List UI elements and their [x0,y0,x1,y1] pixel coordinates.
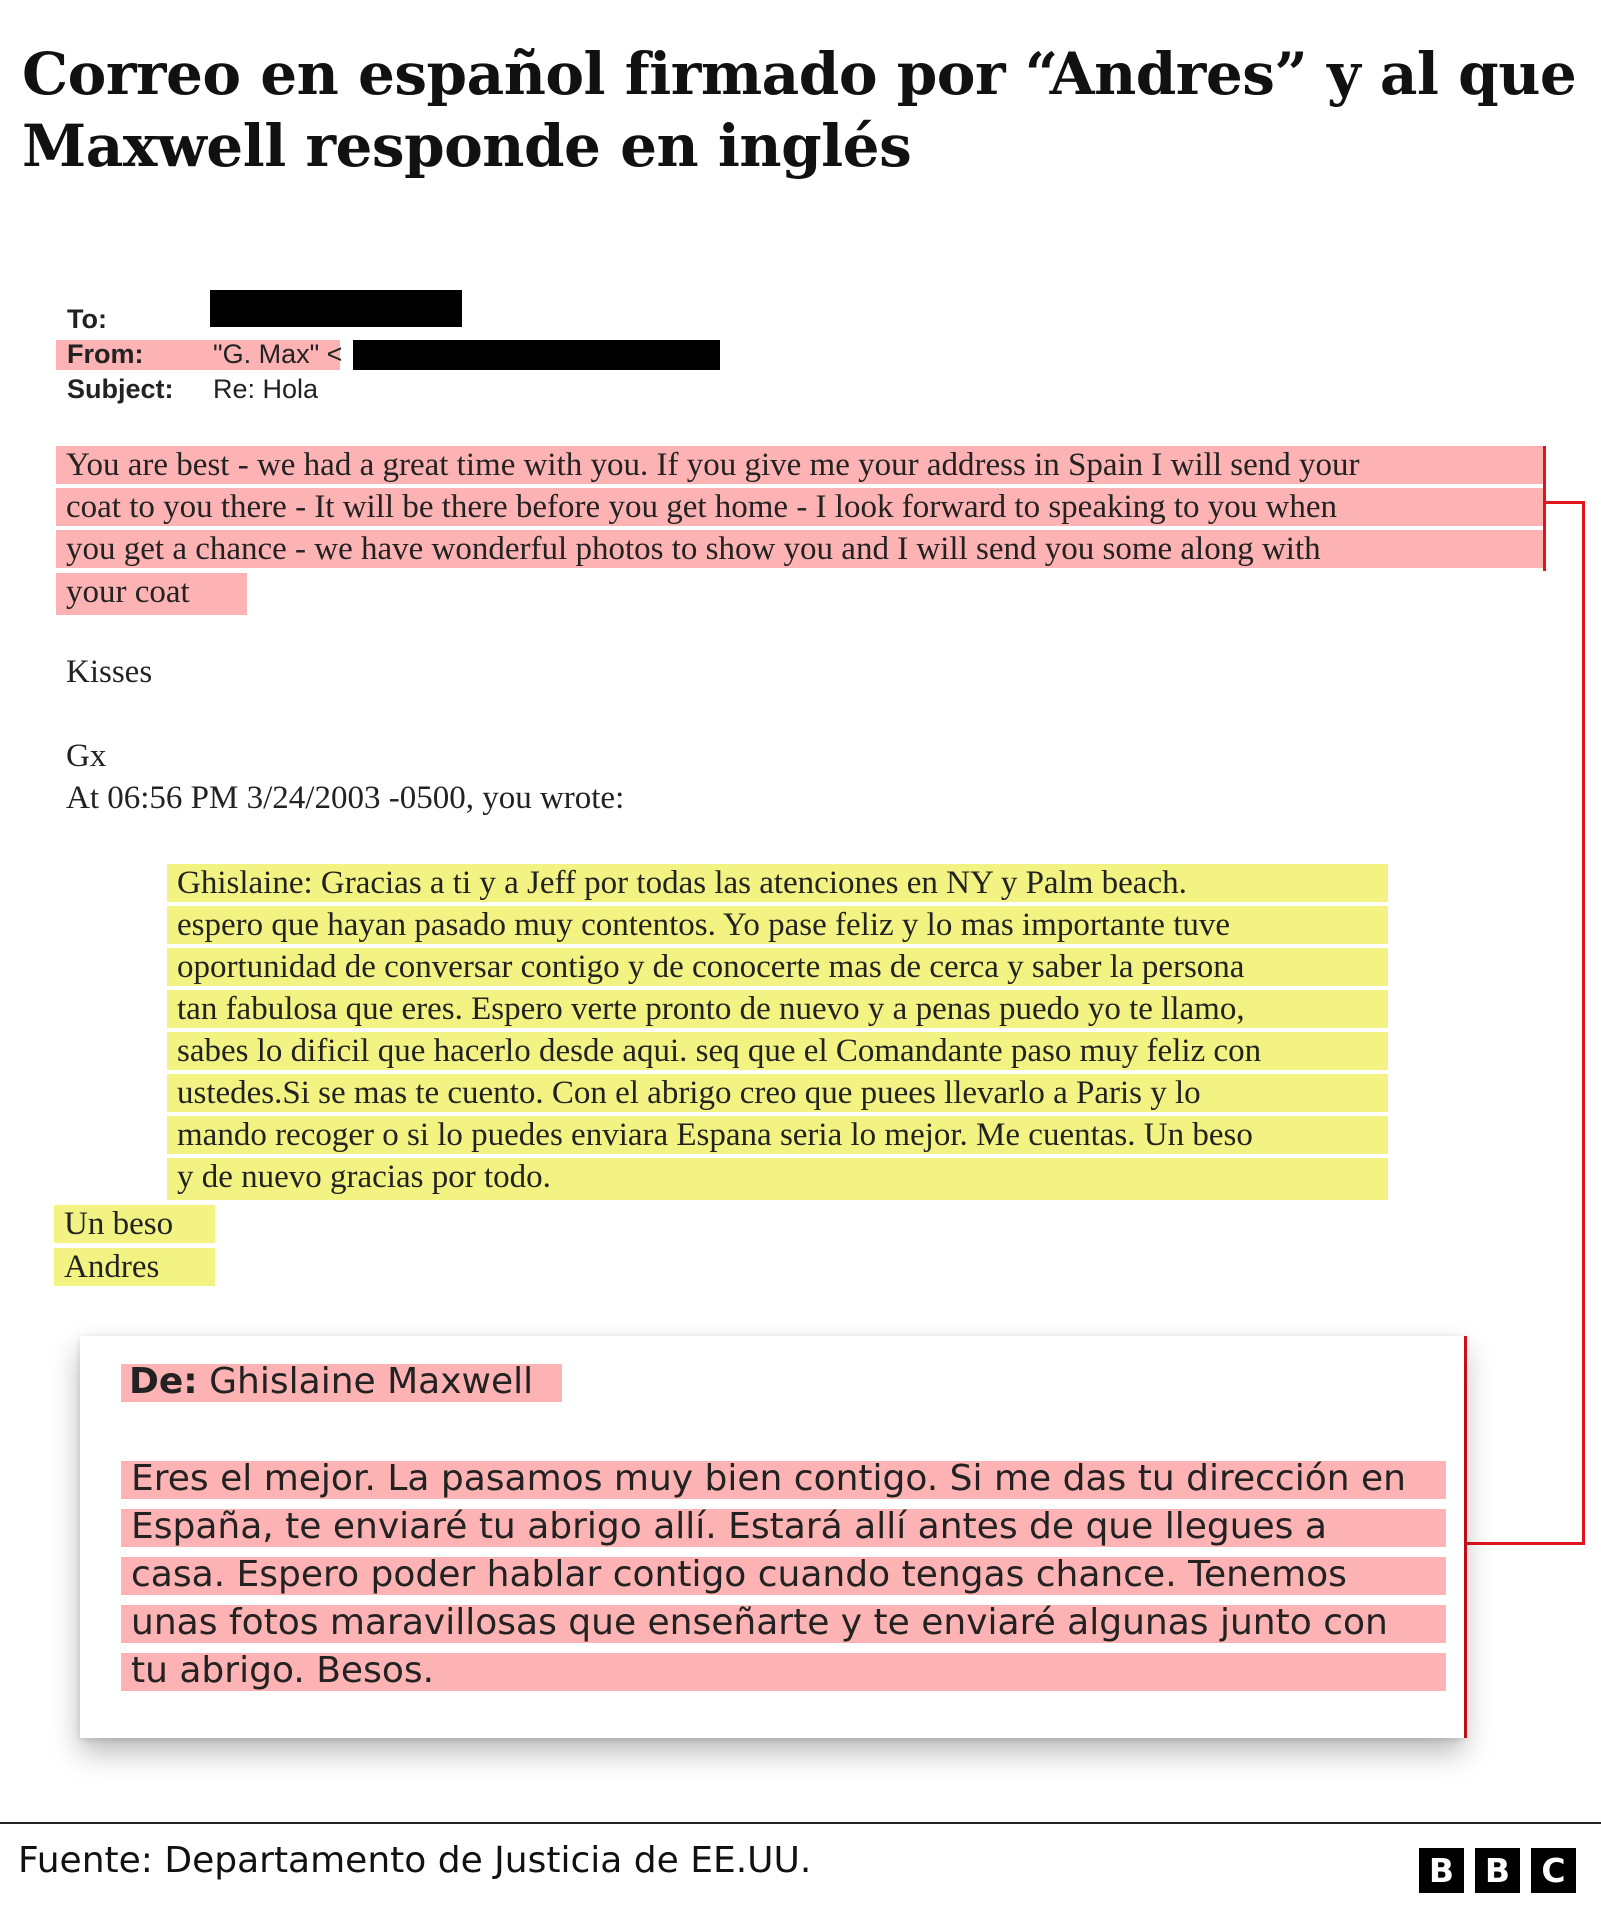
quoted-line: espero que hayan pasado muy contentos. Yo pase feliz y lo mas importante tuve [167,906,1388,944]
footer-divider [0,1822,1601,1824]
logo-letter: C [1531,1848,1576,1893]
body-line: your coat [56,573,247,615]
quote-intro: At 06:56 PM 3/24/2003 -0500, you wrote: [66,780,625,816]
logo-letter: B [1419,1848,1464,1893]
redaction-bar [353,340,720,370]
quoted-line: y de nuevo gracias por todo. [167,1158,1388,1200]
quoted-line: oportunidad de conversar contigo y de conocerte mas de cerca y saber la persona [167,948,1388,986]
quoted-line: Ghislaine: Gracias a ti y a Jeff por todas las atenciones en NY y Palm beach. [167,864,1388,902]
subject-value: Re: Hola [213,374,319,404]
body-line: coat to you there - It will be there before you get home - I look forward to speaking to you when [56,488,1544,526]
redaction-bar [210,290,462,327]
from-name: Ghislaine Maxwell [209,1361,534,1402]
translation-card [80,1336,1464,1738]
translation-line: unas fotos maravillosas que enseñarte y te enviaré algunas junto con [121,1605,1446,1643]
closing-text: Un beso [54,1205,215,1243]
subject-label: Subject: [67,374,174,404]
quoted-line: ustedes.Si se mas te cuento. Con el abrigo creo que puees llevarlo a Paris y lo [167,1074,1388,1112]
quoted-line: mando recoger o si lo puedes enviara Espana seria lo mejor. Me cuentas. Un beso [167,1116,1388,1154]
page-title: Correo en español firmado por “Andres” y al que Maxwell responde en inglés [22,40,1577,180]
body-line: You are best - we had a great time with you. If you give me your address in Spain I will send your [56,446,1544,484]
from-value: "G. Max" < [213,339,343,369]
source-text: Fuente: Departamento de Justicia de EE.UU. [18,1840,812,1881]
to-label: To: [67,304,107,334]
logo-letter: B [1475,1848,1520,1893]
signature-text: Andres [54,1248,215,1286]
body-line: you get a chance - we have wonderful photos to show you and I will send you some along with [56,530,1544,568]
from-label: From: [67,339,144,369]
translation-line: España, te enviaré tu abrigo allí. Estará allí antes de que llegues a [121,1509,1446,1547]
translation-line: Eres el mejor. La pasamos muy bien contigo. Si me das tu dirección en [121,1461,1446,1499]
from-label: De: [129,1361,198,1402]
signoff-text: Gx [66,738,107,774]
quoted-line: tan fabulosa que eres. Espero verte pronto de nuevo y a penas puedo yo te llamo, [167,990,1388,1028]
kisses-text: Kisses [66,654,153,690]
translation-line: tu abrigo. Besos. [121,1653,1446,1691]
translation-line: casa. Espero poder hablar contigo cuando tengas chance. Tenemos [121,1557,1446,1595]
translation-from [121,1361,562,1402]
quoted-line: sabes lo dificil que hacerlo desde aqui. seq que el Comandante paso muy feliz con [167,1032,1388,1070]
